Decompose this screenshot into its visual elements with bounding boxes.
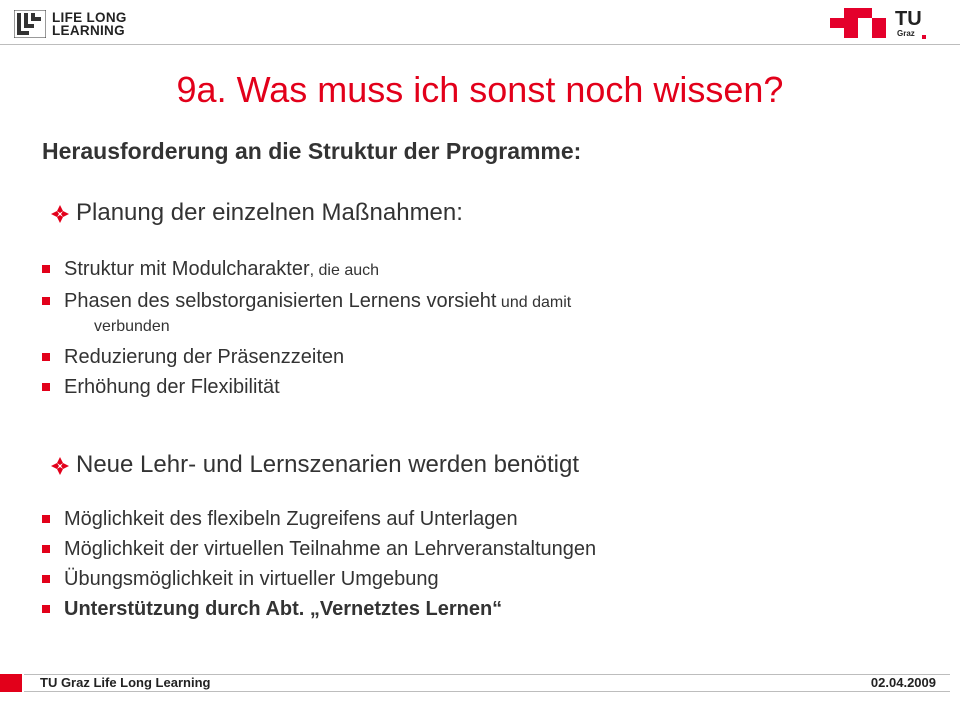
square-bullet-icon — [42, 545, 50, 553]
tu-logo-sub: Graz — [897, 29, 915, 38]
slide-subtitle: Herausforderung an die Struktur der Programme: — [42, 138, 582, 164]
lll-logo-line-1: LIFE LONG — [52, 10, 127, 25]
square-bullet-icon — [42, 265, 50, 273]
list-item: Phasen des selbstorganisierten Lernens vorsieht und damit — [42, 286, 571, 318]
tu-graz-mark-icon — [830, 8, 892, 42]
list-item: Möglichkeit der virtuellen Teilnahme an Lehrveranstaltungen — [42, 534, 596, 564]
footer-bottom-line — [24, 691, 950, 692]
list-item: Möglichkeit des flexibeln Zugreifens auf Unterlagen — [42, 504, 596, 534]
tu-graz-logo — [830, 8, 930, 42]
slide-footer — [0, 674, 960, 692]
list-item: Unterstützung durch Abt. „Vernetztes Lernen“ — [42, 594, 596, 624]
footer-left-text: TU Graz Life Long Learning — [40, 675, 211, 690]
lll-logo-line-2: LEARNING — [52, 23, 125, 38]
section-planung — [50, 198, 463, 228]
section-heading-text: Neue Lehr- und Lernszenarien werden benötigt — [76, 451, 580, 478]
slide-header — [0, 0, 960, 46]
list-item-continuation: verbunden — [94, 318, 170, 335]
square-bullet-icon — [42, 383, 50, 391]
diamond-bullet-icon — [50, 204, 70, 224]
lll-logo-mark-icon — [14, 10, 46, 38]
section-szenarien — [50, 450, 579, 480]
footer-accent-block — [0, 674, 22, 692]
footer-date: 02.04.2009 — [870, 675, 936, 690]
section-szenarien-list — [42, 504, 596, 624]
lll-logo-text — [52, 11, 127, 37]
section-planung-list — [42, 254, 571, 402]
square-bullet-icon — [42, 353, 50, 361]
section-heading — [50, 198, 463, 228]
square-bullet-icon — [42, 297, 50, 305]
square-bullet-icon — [42, 515, 50, 523]
life-long-learning-logo — [14, 10, 149, 38]
header-divider — [0, 44, 960, 45]
section-heading — [50, 450, 579, 480]
list-item: Reduzierung der Präsenzzeiten — [42, 342, 571, 372]
diamond-bullet-icon — [50, 456, 70, 476]
list-item: Erhöhung der Flexibilität — [42, 372, 571, 402]
slide-title: 9a. Was muss ich sonst noch wissen? — [176, 69, 784, 110]
list-item: Übungsmöglichkeit in virtueller Umgebung — [42, 564, 596, 594]
square-bullet-icon — [42, 605, 50, 613]
tu-logo-dot — [922, 35, 926, 39]
section-heading-text: Planung der einzelnen Maßnahmen: — [76, 199, 463, 226]
tu-logo-text: TU — [895, 8, 922, 30]
list-item: Struktur mit Modulcharakter, die auch — [42, 254, 571, 286]
square-bullet-icon — [42, 575, 50, 583]
